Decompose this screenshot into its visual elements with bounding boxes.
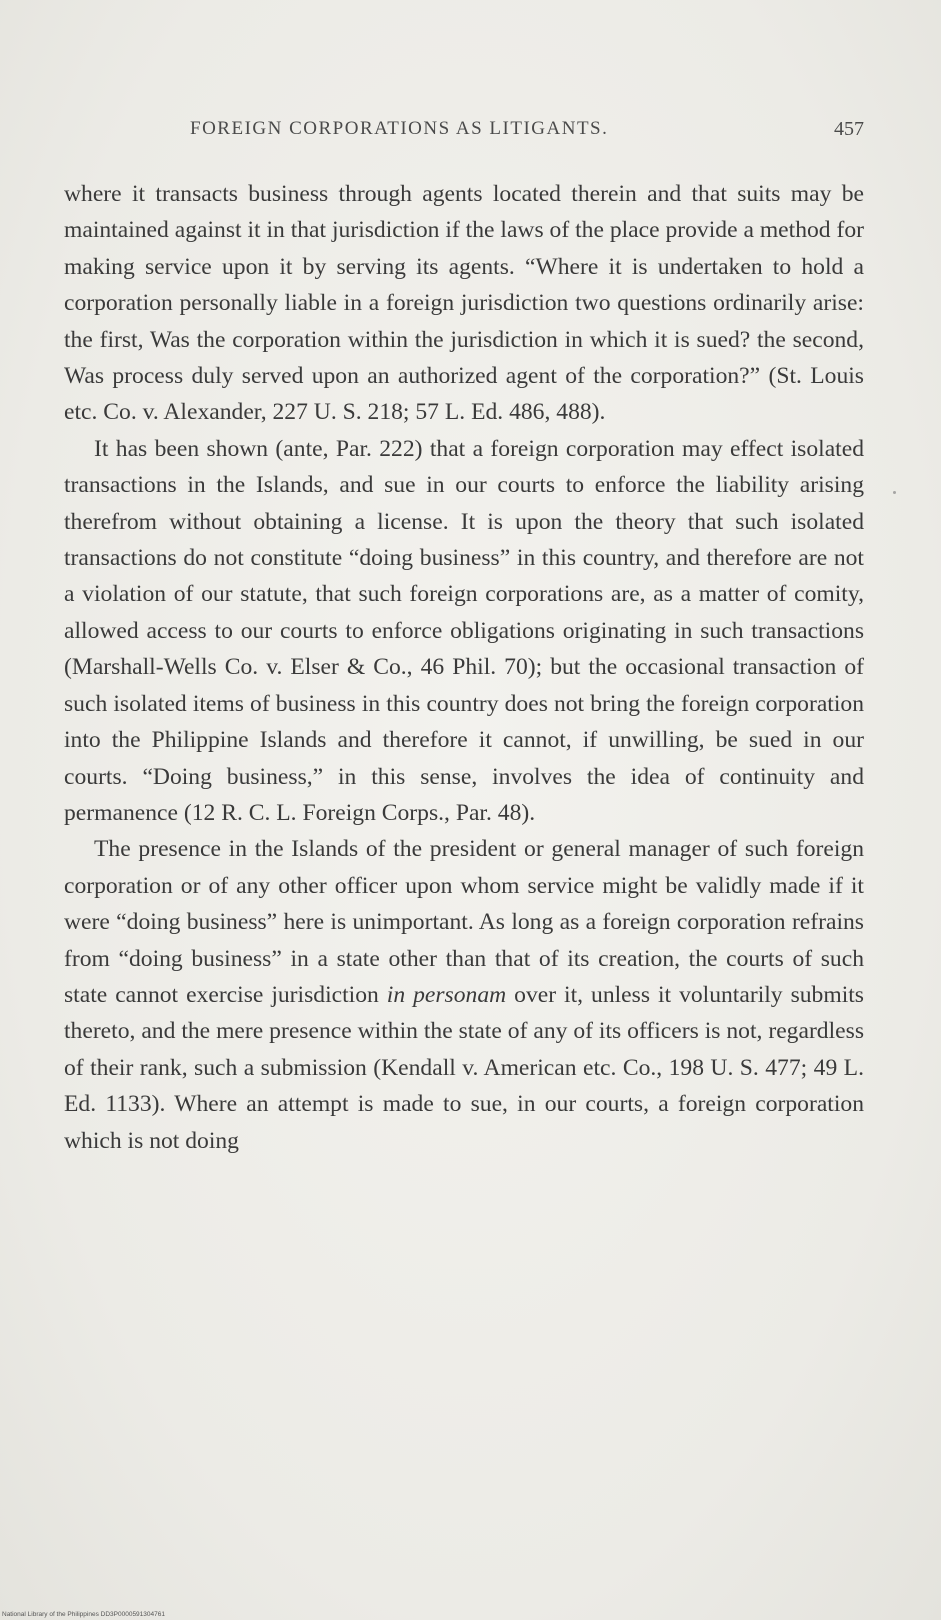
paragraph-continued: where it transacts business through agents located therein and that suits may be maintained against it in that jurisdiction if the laws of the place provide a method for making service upon it by serving its agents. “Where it is undertaken to hold a corporation personally liable in a foreign jurisdiction two questions ordinarily arise: the first, Was the corporation within the jurisdiction in which it is sued? the second, Was process duly served upon an authorized agent of the corporation?” (St. Louis etc. Co. v. Alexander, 227 U. S. 218; 57 L. Ed. 486, 488).: [64, 181, 864, 426]
scan-speck: [893, 491, 896, 494]
paragraph-text-start: The presence in the Islands of the president or general manager of such foreign corporation or of any other officer upon whom service might be validly made if it were “doing business” here is unimportant. As long as a foreign corporation refrains from “doing business” in a state other than that of its creation, the courts of such state cannot exercise jurisdiction: [64, 836, 864, 1008]
italic-latin-term: in personam: [386, 981, 507, 1008]
paragraph-presence-of-officers: [64, 831, 864, 1159]
running-head: [64, 118, 864, 148]
paragraph-text-end: over it, unless it voluntarily submits thereto, and the mere presence within the state of any of its officers is not, regardless of their rank, such a submission (Kendall v. American etc. Co., 198 U. S. 477; 49 L. Ed. 1133). Where an attempt is made to sue, in our courts, a foreign corporation which is not doing: [64, 981, 864, 1154]
page-number: 457: [834, 118, 864, 140]
body-text: [64, 176, 864, 1159]
paragraph-isolated-transactions: It has been shown (ante, Par. 222) that a foreign corporation may effect isolated transactions in the Islands, and sue in our courts to enforce the liability arising therefrom without obtaining a license. It is upon the theory that such isolated transactions do not constitute “doing business” in this country, and therefore are not a violation of our statute, that such foreign corporations are, as a matter of comity, allowed access to our courts to enforce obligations originating in such transactions (Marshall-Wells Co. v. Elser & Co., 46 Phil. 70); but the occasional transaction of such isolated items of business in this country does not bring the foreign corporation into the Philippine Islands and therefore it cannot, if unwilling, be sued in our courts. “Doing business,” in this sense, involves the idea of continuity and permanence (12 R. C. L. Foreign Corps., Par. 48).: [64, 435, 864, 826]
digitization-footer: National Library of the Philippines DD3P0000591304761: [2, 1611, 165, 1618]
running-title: FOREIGN CORPORATIONS AS LITIGANTS.: [190, 118, 609, 139]
